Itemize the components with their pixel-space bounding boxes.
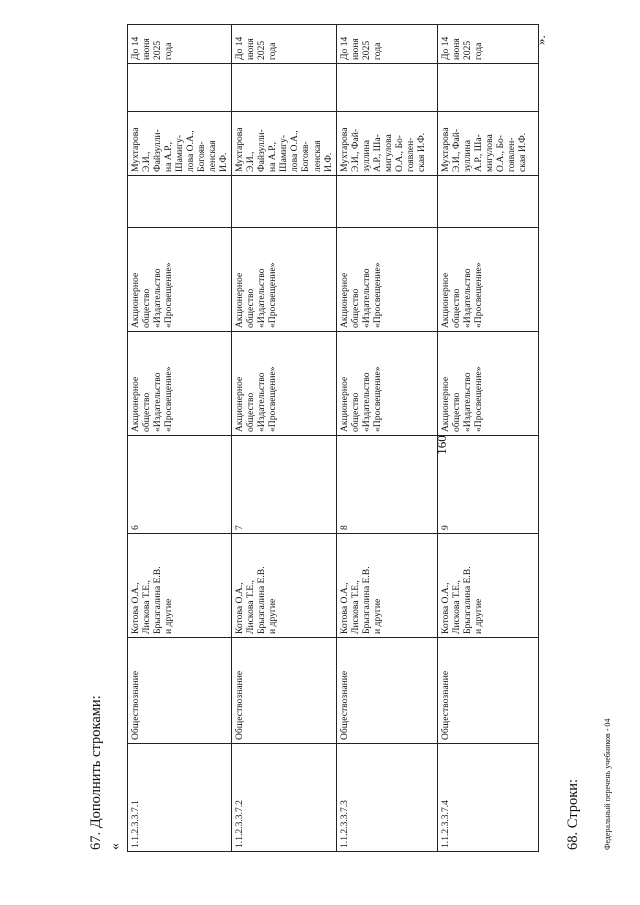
deadline-cell-line: года <box>472 42 484 60</box>
rights-holder-cell-line: общество <box>349 288 361 328</box>
editors-cell-line: Э.И., Фай- <box>450 128 462 172</box>
empty-cell-2 <box>437 64 538 112</box>
editors-cell-line: Э.И., Фай- <box>349 128 361 172</box>
editors-cell-line: А.Р., Ша- <box>371 134 383 172</box>
table-row <box>232 25 336 852</box>
authors-cell-line: Брызгалина Е.В. <box>360 566 372 634</box>
editors-cell-line: ская И.Ф. <box>516 132 528 172</box>
closing-quote: ». <box>533 35 548 45</box>
authors-cell-line: и другие <box>163 598 175 634</box>
editors-cell-line: Шамигу- <box>174 134 186 172</box>
editors-cell-line: Э.И., <box>141 151 153 172</box>
authors-cell-line: Котова О.А., <box>130 582 141 634</box>
deadline-cell-line: 2025 <box>152 40 164 60</box>
running-footer: Федеральный перечень учебников - 04 <box>603 718 612 850</box>
subject-cell: Обществознание <box>336 638 437 744</box>
editors-cell <box>232 112 336 176</box>
grade-cell: 6 <box>128 436 232 534</box>
table-row <box>437 25 538 852</box>
deadline-cell-line: года <box>371 42 383 60</box>
publisher-cell-line: «Просвещение» <box>267 366 279 432</box>
publisher-cell-line: «Просвещение» <box>163 366 175 432</box>
publisher-cell <box>437 332 538 436</box>
deadline-cell <box>437 25 538 64</box>
editors-cell-line: Мухтарова <box>234 127 246 172</box>
textbook-table <box>127 24 539 852</box>
grade-cell: 7 <box>232 436 336 534</box>
authors-cell-line: Брызгалина Е.В. <box>256 566 268 634</box>
deadline-cell-line: июня <box>450 38 462 60</box>
editors-cell-line: О.А., Бо- <box>393 135 405 172</box>
authors-cell <box>437 534 538 638</box>
rights-holder-cell-line: Акционерное <box>130 272 141 328</box>
publisher-cell-line: Акционерное <box>338 376 350 432</box>
rights-holder-cell-line: «Просвещение» <box>267 262 279 328</box>
deadline-cell-line: июня <box>141 38 153 60</box>
editors-cell-line: гоявлен- <box>505 137 517 172</box>
table-row <box>336 25 437 852</box>
section-intro: 67. Дополнить строками: <box>88 695 104 850</box>
publisher-cell-line: общество <box>141 392 153 432</box>
next-section: 68. Строки: <box>565 778 581 850</box>
rights-holder-cell-line: Акционерное <box>439 272 451 328</box>
rights-holder-cell-line: «Издательство <box>461 268 473 328</box>
deadline-cell-line: 2025 <box>256 40 268 60</box>
subject-cell: Обществознание <box>128 638 232 744</box>
publisher-cell-line: Акционерное <box>130 376 141 432</box>
editors-cell-line: Богояв- <box>300 141 312 172</box>
publisher-cell-line: «Просвещение» <box>371 366 383 432</box>
deadline-cell <box>336 25 437 64</box>
publisher-cell <box>336 332 437 436</box>
publisher-cell-line: общество <box>450 392 462 432</box>
editors-cell-line: И.Ф. <box>322 152 334 172</box>
authors-cell-line: Лискова Т.Е., <box>450 580 462 634</box>
rights-holder-cell-line: Акционерное <box>234 272 246 328</box>
code-cell: 1.1.2.3.3.7.1 <box>128 744 232 852</box>
deadline-cell-line: До 14 <box>234 36 246 60</box>
editors-cell-line: лова О.А., <box>289 130 301 172</box>
publisher-cell-line: «Издательство <box>360 372 372 432</box>
editors-cell-line: зуллина <box>461 139 473 172</box>
grade-cell: 8 <box>336 436 437 534</box>
editors-cell-line: Богояв- <box>196 141 208 172</box>
opening-quote: « <box>108 843 123 850</box>
rights-holder-cell-line: общество <box>141 288 153 328</box>
rights-holder-cell-line: общество <box>245 288 257 328</box>
editors-cell <box>128 112 232 176</box>
publisher-cell-line: «Издательство <box>152 372 164 432</box>
editors-cell-line: ская И.Ф. <box>415 132 427 172</box>
table-row <box>128 25 232 852</box>
rights-holder-cell-line: «Просвещение» <box>472 262 484 328</box>
rights-holder-cell-line: «Издательство <box>256 268 268 328</box>
deadline-cell-line: До 14 <box>338 36 350 60</box>
editors-cell-line: Мухтарова <box>439 127 451 172</box>
authors-cell-line: Лискова Т.Е., <box>245 580 257 634</box>
editors-cell <box>437 112 538 176</box>
publisher-cell-line: общество <box>349 392 361 432</box>
editors-cell-line: Мухтарова <box>338 127 350 172</box>
editors-cell-line: Файзулли- <box>256 129 268 172</box>
editors-cell-line: на А.Р., <box>267 141 279 172</box>
page-number: 160 <box>434 435 449 455</box>
rights-holder-cell-line: «Издательство <box>152 268 164 328</box>
publisher-cell <box>128 332 232 436</box>
editors-cell-line: зуллина <box>360 139 372 172</box>
publisher-cell-line: «Издательство <box>461 372 473 432</box>
deadline-cell-line: До 14 <box>439 36 451 60</box>
editors-cell-line: Файзулли- <box>152 129 164 172</box>
editors-cell-line: О.А., Бо- <box>494 135 506 172</box>
editors-cell-line: ленская <box>207 140 219 172</box>
authors-cell-line: и другие <box>267 598 279 634</box>
empty-cell-2 <box>128 64 232 112</box>
editors-cell-line: Шамигу- <box>278 134 290 172</box>
publisher-cell-line: Акционерное <box>439 376 451 432</box>
subject-cell: Обществознание <box>437 638 538 744</box>
editors-cell-line: Э.И., <box>245 151 257 172</box>
authors-cell-line: Котова О.А., <box>338 582 350 634</box>
editors-cell-line: лова О.А., <box>185 130 197 172</box>
empty-cell-2 <box>336 64 437 112</box>
editors-cell <box>336 112 437 176</box>
deadline-cell-line: года <box>163 42 175 60</box>
empty-cell <box>336 176 437 228</box>
editors-cell-line: мигулова <box>483 134 495 172</box>
editors-cell-line: А.Р., Ша- <box>472 134 484 172</box>
authors-cell-line: и другие <box>472 598 484 634</box>
deadline-cell-line: июня <box>245 38 257 60</box>
editors-cell-line: гоявлен- <box>404 137 416 172</box>
rights-holder-cell-line: «Просвещение» <box>371 262 383 328</box>
deadline-cell-line: года <box>267 42 279 60</box>
editors-cell-line: ленская <box>311 140 323 172</box>
rights-holder-cell <box>128 228 232 332</box>
editors-cell-line: мигулова <box>382 134 394 172</box>
editors-cell-line: Мухтарова <box>130 127 141 172</box>
rights-holder-cell-line: «Просвещение» <box>163 262 175 328</box>
code-cell: 1.1.2.3.3.7.3 <box>336 744 437 852</box>
code-cell: 1.1.2.3.3.7.4 <box>437 744 538 852</box>
deadline-cell <box>128 25 232 64</box>
rights-holder-cell-line: Акционерное <box>338 272 350 328</box>
authors-cell-line: Брызгалина Е.В. <box>152 566 164 634</box>
deadline-cell <box>232 25 336 64</box>
deadline-cell-line: До 14 <box>130 36 141 60</box>
deadline-cell-line: июня <box>349 38 361 60</box>
authors-cell-line: Лискова Т.Е., <box>141 580 153 634</box>
publisher-cell-line: общество <box>245 392 257 432</box>
rights-holder-cell-line: «Издательство <box>360 268 372 328</box>
deadline-cell-line: 2025 <box>461 40 473 60</box>
authors-cell-line: и другие <box>371 598 383 634</box>
authors-cell-line: Котова О.А., <box>234 582 246 634</box>
authors-cell-line: Котова О.А., <box>439 582 451 634</box>
table-body <box>128 25 539 852</box>
code-cell: 1.1.2.3.3.7.2 <box>232 744 336 852</box>
empty-cell <box>232 176 336 228</box>
deadline-cell-line: 2025 <box>360 40 372 60</box>
rights-holder-cell-line: общество <box>450 288 462 328</box>
editors-cell-line: на А.Р., <box>163 141 175 172</box>
rights-holder-cell <box>336 228 437 332</box>
publisher-cell-line: «Просвещение» <box>472 366 484 432</box>
authors-cell-line: Лискова Т.Е., <box>349 580 361 634</box>
publisher-cell <box>232 332 336 436</box>
rights-holder-cell <box>437 228 538 332</box>
grade-cell: 9 <box>437 436 538 534</box>
publisher-cell-line: Акционерное <box>234 376 246 432</box>
authors-cell <box>128 534 232 638</box>
authors-cell <box>336 534 437 638</box>
authors-cell-line: Брызгалина Е.В. <box>461 566 473 634</box>
empty-cell-2 <box>232 64 336 112</box>
empty-cell <box>128 176 232 228</box>
authors-cell <box>232 534 336 638</box>
editors-cell-line: И.Ф. <box>218 152 230 172</box>
subject-cell: Обществознание <box>232 638 336 744</box>
empty-cell <box>437 176 538 228</box>
rights-holder-cell <box>232 228 336 332</box>
publisher-cell-line: «Издательство <box>256 372 268 432</box>
